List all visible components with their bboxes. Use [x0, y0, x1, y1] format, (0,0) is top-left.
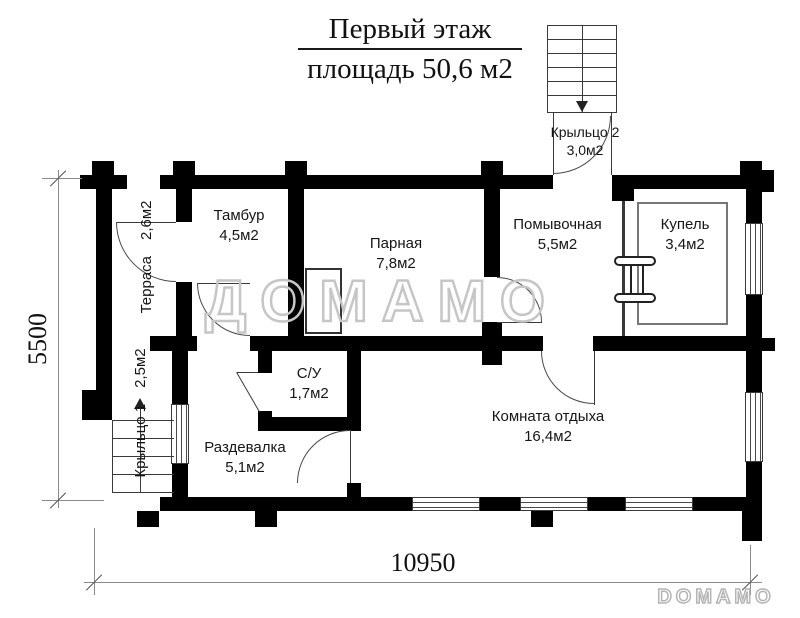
window: [745, 223, 763, 295]
door-leaf: [497, 322, 542, 323]
log-end: [255, 511, 277, 527]
log-end: [762, 338, 775, 351]
door-leaf: [350, 430, 351, 483]
room-label-parnaya: Парная 7,8м2: [369, 235, 423, 272]
room-label-komnata-otdyha: Комната отдыха 16,4м2: [491, 408, 605, 445]
wall-segment: [593, 336, 762, 351]
stair-center-line: [582, 25, 583, 113]
room-label-pomyvochnaya: Помывочная 5,5м2: [513, 216, 602, 253]
room-label-su: С/У 1,7м2: [289, 365, 329, 402]
dimension-line-horizontal: [84, 582, 762, 583]
room-label-kryltso2: Крыльцо 2 3,0м2: [550, 124, 620, 158]
log-end: [742, 511, 762, 541]
room-label-razdevalka: Раздевалка 5,1м2: [204, 439, 286, 476]
stair-direction-arrow: [576, 101, 588, 112]
wall-segment: [693, 497, 762, 511]
dimension-extension: [94, 528, 95, 595]
door-arc: [541, 351, 594, 404]
log-end: [482, 351, 502, 364]
door-leaf: [236, 372, 260, 412]
wall-segment: [176, 282, 192, 351]
dimension-extension: [42, 178, 82, 179]
wall-segment: [612, 175, 762, 189]
pool-ladder-bar: [614, 293, 656, 303]
wall-segment: [288, 175, 304, 351]
dimension-text-width: 10950: [390, 548, 456, 577]
window: [745, 392, 763, 462]
log-end: [612, 189, 634, 201]
watermark-small: DOMAMO: [657, 586, 775, 608]
wall-segment: [347, 483, 361, 511]
door-leaf: [237, 372, 258, 373]
plan-title: [298, 12, 522, 86]
wall-segment: [588, 497, 625, 511]
wall-segment: [258, 417, 361, 431]
wall-segment: [172, 351, 188, 405]
log-end: [531, 511, 553, 527]
dimension-extension: [750, 545, 751, 595]
log-end: [285, 161, 307, 175]
wall-segment: [96, 175, 112, 420]
stair-tread: [112, 492, 174, 493]
pool-ladder-bar: [614, 256, 656, 266]
title-line1: Первый этаж: [298, 12, 522, 50]
stove: [305, 268, 342, 334]
log-end: [481, 161, 503, 175]
dimension-extension: [42, 500, 104, 501]
wall-segment: [160, 497, 412, 511]
room-label-kupel: Купель 3,4м2: [660, 216, 710, 253]
watermark-large: ДОМАМО: [204, 269, 560, 334]
door-leaf: [594, 351, 595, 405]
door-arc: [197, 283, 250, 336]
room-label-terrasa: Терраса2,6м2: [138, 200, 155, 314]
door-arc: [497, 277, 542, 322]
log-end: [82, 390, 96, 420]
window: [520, 497, 588, 511]
dimension-text-height: 5500: [23, 313, 52, 365]
wall-segment: [480, 497, 520, 511]
log-end: [92, 161, 114, 175]
room-label-tambur: Тамбур 4,5м2: [213, 207, 265, 244]
room-label-kryltso1: Крыльцо 12,5м2: [132, 348, 149, 478]
log-end: [740, 161, 762, 175]
window: [625, 497, 693, 511]
window: [412, 497, 480, 511]
log-end: [762, 170, 774, 192]
log-end: [137, 511, 159, 527]
log-end: [173, 161, 195, 175]
title-line2: площадь 50,6 м2: [307, 53, 513, 85]
dimension-line-vertical: [58, 170, 59, 508]
